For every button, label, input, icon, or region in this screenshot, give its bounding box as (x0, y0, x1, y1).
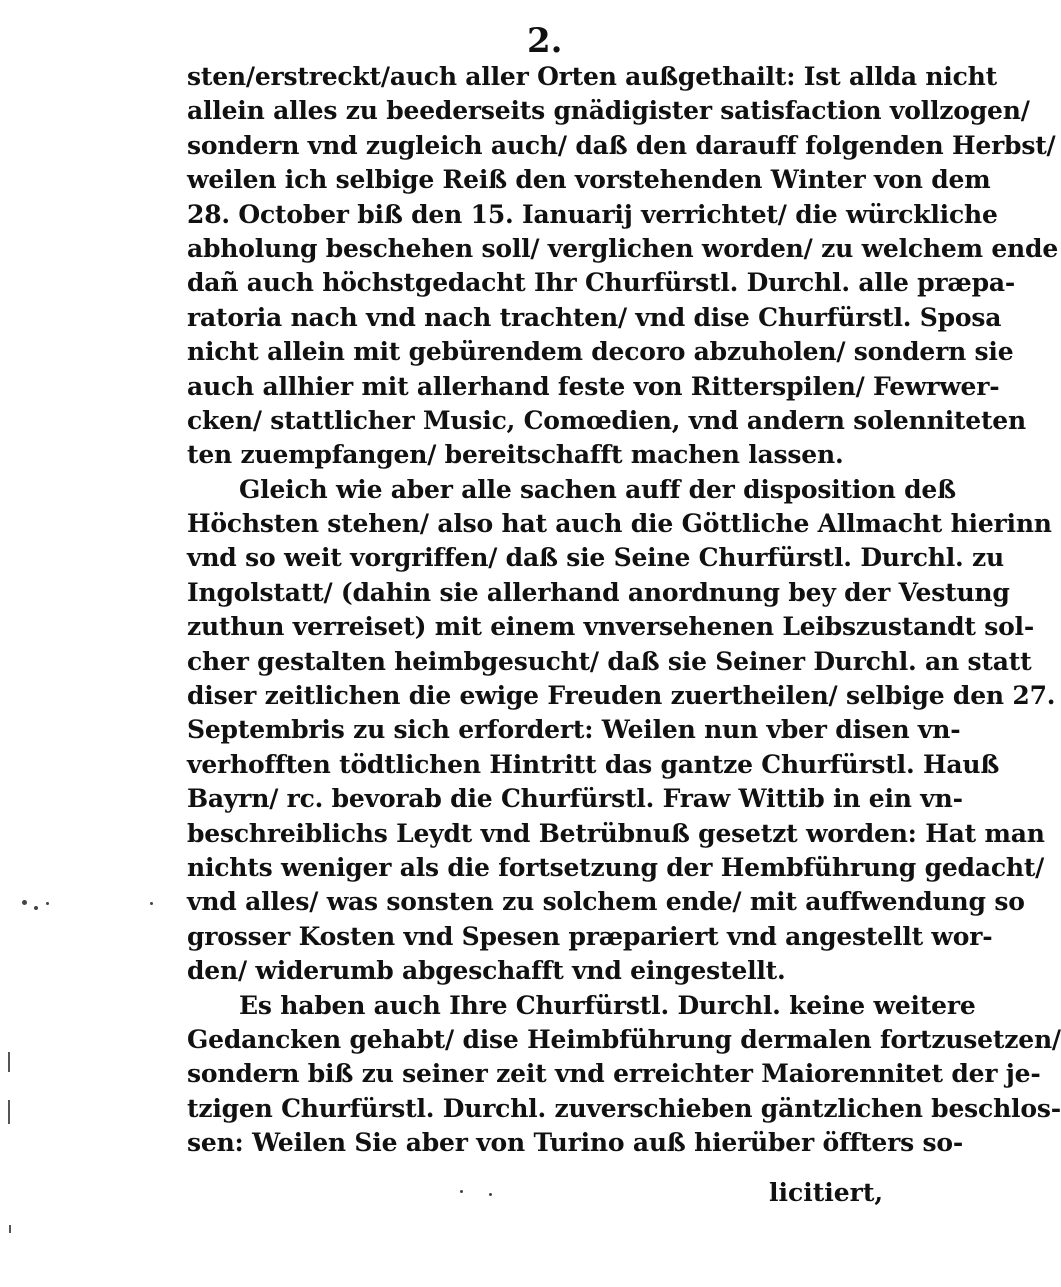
text-line: allein alles zu beederseits gnädigister satisfaction vollzogen/ (187, 96, 1030, 126)
text-line: den/ widerumb abgeschafft vnd eingestellt. (187, 956, 786, 986)
scan-speck (489, 1193, 492, 1196)
text-line: Bayrn/ rc. bevorab die Churfürstl. Fraw Wittib in ein vn- (187, 784, 963, 814)
text-line: nichts weniger als die fortsetzung der Hembführung gedacht/ (187, 852, 1045, 882)
scan-speck (150, 902, 153, 905)
page-number: 2. (527, 21, 563, 61)
text-line: grosser Kosten vnd Spesen præpariert vnd angestellt wor- (187, 921, 993, 951)
scan-mark (9, 1225, 11, 1233)
text-line: tzigen Churfürstl. Durchl. zuverschieben gäntzlichen beschlos- (187, 1093, 1061, 1123)
text-line: diser zeitlichen die ewige Freuden zuertheilen/ selbige den 27. (187, 681, 1056, 711)
text-line: zuthun verreiset) mit einem vnversehenen Leibszustandt sol- (187, 612, 1035, 642)
catchword: licitiert, (769, 1178, 884, 1207)
text-line: Höchsten stehen/ also hat auch die Göttliche Allmacht hierinn (187, 509, 1052, 539)
text-line: ratoria nach vnd nach trachten/ vnd dise Churfürstl. Sposa (187, 302, 1002, 332)
text-line: vnd alles/ was sonsten zu solchem ende/ mit auffwendung so (187, 887, 1025, 917)
paragraph-start-line: Es haben auch Ihre Churfürstl. Durchl. keine weitere (239, 990, 976, 1020)
paragraph-start-line: Gleich wie aber alle sachen auff der disposition deß (239, 474, 956, 504)
scan-speck (46, 902, 49, 905)
text-line: ten zuempfangen/ bereitschafft machen lassen. (187, 440, 844, 470)
text-line: beschreiblichs Leydt vnd Betrübnuß gesetzt worden: Hat man (187, 818, 1045, 848)
text-line: nicht allein mit gebürendem decoro abzuholen/ sondern sie (187, 337, 1014, 367)
scan-speck (22, 900, 27, 905)
text-line: sten/erstreckt/auch aller Orten außgethailt: Ist allda nicht (187, 62, 997, 91)
scan-mark (8, 1100, 10, 1124)
scan-speck (460, 1190, 463, 1193)
text-line: weilen ich selbige Reiß den vorstehenden Winter von dem (187, 165, 991, 195)
text-line: sen: Weilen Sie aber von Turino auß hierüber öffters so- (187, 1128, 963, 1158)
text-line: auch allhier mit allerhand feste von Ritterspilen/ Fewrwer- (187, 371, 1000, 401)
scan-speck (34, 906, 38, 910)
text-line: Ingolstatt/ (dahin sie allerhand anordnung bey der Vestung (187, 577, 1010, 607)
scan-mark (8, 1052, 10, 1072)
text-line: sondern biß zu seiner zeit vnd erreichter Maiorennitet der je- (187, 1059, 1041, 1089)
text-line: abholung beschehen soll/ verglichen worden/ zu welchem ende (187, 233, 1059, 263)
text-line: Gedancken gehabt/ dise Heimbführung dermalen fortzusetzen/ (187, 1024, 1061, 1054)
text-line: Septembris zu sich erfordert: Weilen nun vber disen vn- (187, 715, 961, 745)
body-text (187, 60, 1061, 1161)
text-line: dañ auch höchstgedacht Ihr Churfürstl. Durchl. alle præpa- (187, 268, 1016, 298)
text-line: cken/ stattlicher Music, Comœdien, vnd andern solenniteten (187, 405, 1026, 435)
text-line: sondern vnd zugleich auch/ daß den darauff folgenden Herbst/ (187, 130, 1056, 160)
text-line: verhofften tödtlichen Hintritt das gantze Churfürstl. Hauß (187, 749, 1000, 779)
text-line: 28. October biß den 15. Ianuarij verrichtet/ die würckliche (187, 199, 998, 229)
text-line: cher gestalten heimbgesucht/ daß sie Seiner Durchl. an statt (187, 646, 1032, 676)
text-line: vnd so weit vorgriffen/ daß sie Seine Churfürstl. Durchl. zu (187, 543, 1005, 573)
